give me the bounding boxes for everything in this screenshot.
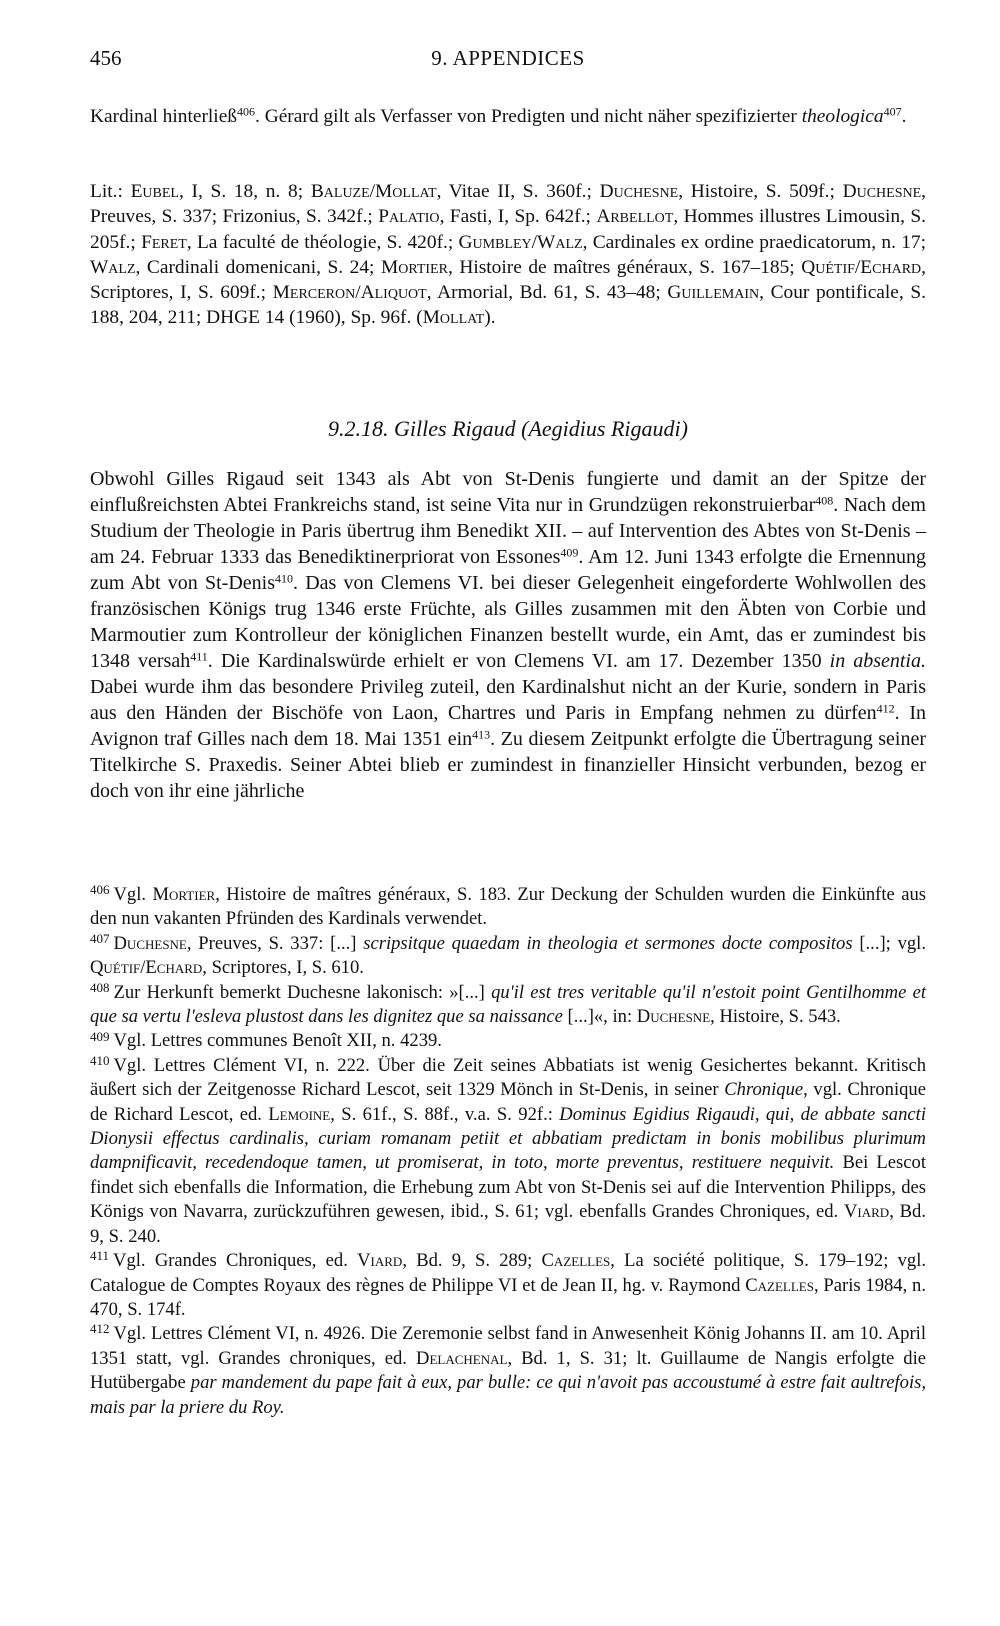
footnote-408: $^{408}$ Zur Herkunft bemerkt Duchesne lakonisch: »[...] qu'il est tres veritable qu'il n'estoit point Gentilhomme et que sa vertu l'esleva plustost dans les dignitez que sa naissance [...]«, in: Duchesne, Histoire, S. 543.: [90, 979, 926, 1028]
page-number: 456: [90, 46, 122, 70]
literature-list: Lit.: Eubel, I, S. 18, n. 8; Baluze/Mollat, Vitae II, S. 360f.; Duchesne, Histoire, S. 509f.; Duchesne, Preuves, S. 337; Frizonius, S. 342f.; Palatio, Fasti, I, Sp. 642f.; Arbellot, Hommes illustres Limousin, S. 205f.; Feret, La faculté de théologie, S. 420f.; Gumbley/Walz, Cardinales ex ordine praedicatorum, n. 17; Walz, Cardinali domenicani, S. 24; Mortier, Histoire de maîtres généraux, S. 167–185; Quétif/Echard, Scriptores, I, S. 609f.; Merceron/Aliquot, Armorial, Bd. 61, S. 43–48; Guillemain, Cour pontificale, S. 188, 204, 211; DHGE 14 (1960), Sp. 96f. (Mollat).: [90, 181, 927, 329]
footnote-412: $^{412}$ Vgl. Lettres Clément VI, n. 4926. Die Zeremonie selbst fand in Anwesenheit König Johanns II. am 10. April 1351 statt, vgl. Grandes chroniques, ed. Delachenal, Bd. 1, S. 31; lt. Guillaume de Nangis erfolgte die Hutübergabe par mandement du pape fait à eux, par bulle: ce qui n'avoit pas accoustumé à estre fait aultrefois, mais par la priere du Roy.: [90, 1321, 927, 1418]
footnote-406: $^{406}$ Vgl. Mortier, Histoire de maîtres généraux, S. 183. Zur Deckung der Schulden wurden die Einkünfte aus den nun vakanten Pfründen des Kardinals verwendet.: [90, 882, 927, 930]
footnote-ref-407[interactable]: 407: [883, 104, 902, 119]
footnote-410: $^{410}$ Vgl. Lettres Clément VI, n. 222. Über die Zeit seines Abbatiats ist wenig Gesichertes bekannt. Kritisch äußert sich der Zeitgenosse Richard Lescot, seit 1329 Mönch in St-Denis, in seiner Chronique, vgl. Chronique de Richard Lescot, ed. Lemoine, S. 61f., S. 88f., v.a. S. 92f.: Dominus Egidius Rigaudi, qui, de abbate sancti Dionysii effectus cardinalis, curiam romanam petiit et abbatiam predictam in bonis mobilibus plurimum dampnificavit, recedendoque tamen, ut promiserat, in toto, morte preventus, restituere nequivit. Bei Lescot findet sich ebenfalls die Information, die Erhebung zum Abt von St-Denis sei auf die Intervention Philipps, des Königs von Navarra, zurückzuführen gewesen, ibid., S. 61; vgl. ebenfalls Grandes Chroniques, ed. Viard, Bd. 9, S. 240.: [90, 1053, 926, 1247]
footnote-ref-409[interactable]: 409: [560, 545, 579, 560]
footnote-ref-406[interactable]: 406: [237, 104, 255, 119]
running-head: 9. APPENDICES: [431, 46, 585, 70]
footnote-ref-412[interactable]: 412: [876, 701, 895, 716]
footnote-ref-408[interactable]: 408: [815, 493, 834, 508]
section-title: Gilles Rigaud (Aegidius Rigaudi): [394, 416, 688, 441]
section-heading: [90, 416, 926, 442]
footnote-ref-410[interactable]: 410: [275, 571, 293, 586]
footnote-ref-411[interactable]: 411: [190, 649, 208, 664]
section-number: 9.2.18.: [328, 416, 389, 441]
footnote-407: $^{407}$ Duchesne, Preuves, S. 337: [...] scripsitque quaedam in theologia et sermones docte compositos [...]; vgl. Quétif/Echard, Scriptores, I, S. 610.: [90, 930, 926, 979]
footnote-411: $^{411}$ Vgl. Grandes Chroniques, ed. Viard, Bd. 9, S. 289; Cazelles, La société politique, S. 179–192; vgl. Catalogue de Comptes Royaux des règnes de Philippe VI et de Jean II, hg. v. Raymond Cazelles, Paris 1984, n. 470, S. 174f.: [90, 1248, 927, 1320]
footnote-ref-413[interactable]: 413: [472, 727, 491, 742]
main-paragraph: Obwohl Gilles Rigaud seit 1343 als Abt von St-Denis fungierte und damit an der Spitze der einflußreichsten Abtei Frankreichs stand, ist seine Vita nur in Grundzügen rekonstruierbar$^{408}$. Nach dem Studium der Theologie in Paris übertrug ihm Benedikt XII. – auf Intervention des Abtes von St-Denis – am 24. Februar 1333 das Benediktinerpriorat von Essones$^{409}$. Am 12. Juni 1343 erfolgte die Ernennung zum Abt von St-Denis$^{410}$. Das von Clemens VI. bei dieser Gelegenheit eingeforderte Wohlwollen des französischen Königs trug 1346 erste Früchte, als Gilles zusammen mit den Äbten von Corbie und Marmoutier zum Kontrolleur der königlichen Finanzen bestellt wurde, ein Amt, das er zumindest bis 1348 versah$^{411}$. Die Kardinalswürde erhielt er von Clemens VI. am 17. Dezember 1350 in absentia. Dabei wurde ihm das besondere Privileg zuteil, den Kardinalshut nicht an der Kurie, sondern in Paris aus den Händen der Bischöfe von Laon, Chartres und Paris in Empfang nehmen zu dürfen$^{412}$. In Avignon traf Gilles nach dem 18. Mai 1351 ein$^{413}$. Zu diesem Zeitpunkt erfolgte die Übertragung seiner Titelkirche S. Praxedis. Seiner Abtei blieb er zumindest in finanzieller Hinsicht verbunden, bezog er doch von ihr eine jährliche: [90, 468, 926, 802]
intro-paragraph: Kardinal hinterließ$^{406}$. Gérard gilt als Verfasser von Predigten und nicht näher spezifizierter theologica$^{407}$.: [90, 104, 907, 127]
footnotes: [90, 883, 926, 1420]
page-header: [90, 46, 926, 80]
footnote-409: $^{409}$ Vgl. Lettres communes Benoît XII, n. 4239.: [90, 1028, 442, 1052]
